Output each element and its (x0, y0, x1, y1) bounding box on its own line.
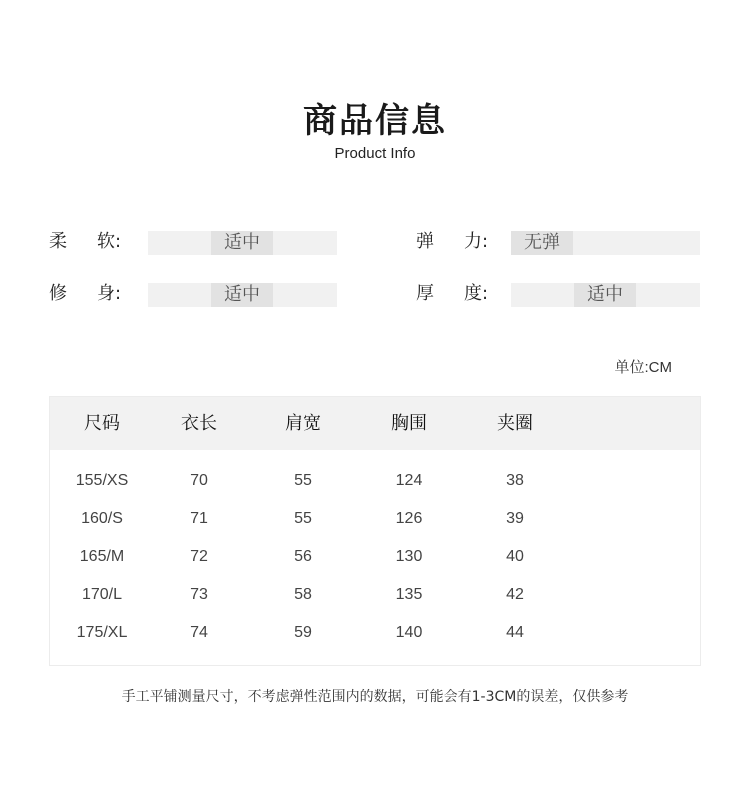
table-cell: 73 (190, 586, 208, 603)
attribute-scale-track (511, 283, 700, 307)
table-cell: 140 (395, 624, 423, 641)
table-cell: 42 (506, 586, 524, 603)
table-cell: 44 (506, 624, 524, 641)
column-header-length: 衣长 (181, 413, 217, 434)
size-table (49, 396, 701, 666)
attribute-label-char-2: 度: (464, 283, 489, 304)
table-cell: 135 (395, 586, 423, 603)
column-header-chest: 胸围 (391, 413, 427, 434)
measurement-note: 手工平铺测量尺寸，不考虑弹性范围内的数据，可能会有1-3CM的误差，仅供参考 (121, 689, 629, 705)
attribute-scale-marker: 无弹 (511, 231, 573, 255)
table-cell: 126 (395, 510, 423, 527)
table-cell: 155/XS (75, 472, 129, 489)
attribute-label (49, 281, 149, 307)
table-cell: 160/S (81, 510, 123, 527)
table-row (50, 500, 700, 538)
attribute-label-char-1: 厚 (416, 283, 434, 304)
table-cell: 71 (190, 510, 208, 527)
page-subtitle: Product Info (334, 145, 416, 162)
table-cell: 165/M (79, 548, 125, 565)
attribute-label-char-1: 弹 (416, 231, 434, 252)
table-cell: 56 (294, 548, 312, 565)
attribute-label-char-1: 修 (49, 283, 67, 304)
attribute-fit (49, 281, 339, 307)
table-row (50, 614, 700, 652)
attribute-label-char-2: 身: (97, 283, 122, 304)
column-header-armhole: 夹圈 (497, 413, 533, 434)
attribute-softness (49, 229, 339, 255)
table-cell: 55 (294, 510, 312, 527)
column-header-size: 尺码 (84, 413, 120, 434)
table-cell: 72 (190, 548, 208, 565)
attribute-scale-track (148, 283, 337, 307)
table-row (50, 576, 700, 614)
table-header (50, 397, 700, 450)
column-header-shoulder: 肩宽 (285, 413, 321, 434)
attribute-scale-marker: 适中 (211, 283, 273, 307)
attribute-scale-track (511, 231, 700, 255)
attribute-scale-marker: 适中 (574, 283, 636, 307)
attribute-label-char-2: 软: (97, 231, 122, 252)
table-cell: 175/XL (76, 624, 128, 641)
table-cell: 40 (506, 548, 524, 565)
attribute-scale-marker: 适中 (211, 231, 273, 255)
attribute-label (416, 281, 516, 307)
table-cell: 124 (395, 472, 423, 489)
attribute-label-char-1: 柔 (49, 231, 67, 252)
table-cell: 170/L (81, 586, 123, 603)
table-cell: 59 (294, 624, 312, 641)
table-cell: 38 (506, 472, 524, 489)
table-row (50, 538, 700, 576)
unit-label: 单位:CM (614, 359, 672, 376)
attribute-scale-track (148, 231, 337, 255)
attribute-label (49, 229, 149, 255)
table-cell: 70 (190, 472, 208, 489)
table-cell: 58 (294, 586, 312, 603)
attribute-thickness (416, 281, 706, 307)
attribute-label (416, 229, 516, 255)
table-cell: 130 (395, 548, 423, 565)
table-cell: 55 (294, 472, 312, 489)
page-title: 商品信息 (303, 101, 447, 141)
table-row (50, 462, 700, 500)
attribute-elasticity (416, 229, 706, 255)
table-cell: 74 (190, 624, 208, 641)
table-cell: 39 (506, 510, 524, 527)
attribute-label-char-2: 力: (464, 231, 489, 252)
